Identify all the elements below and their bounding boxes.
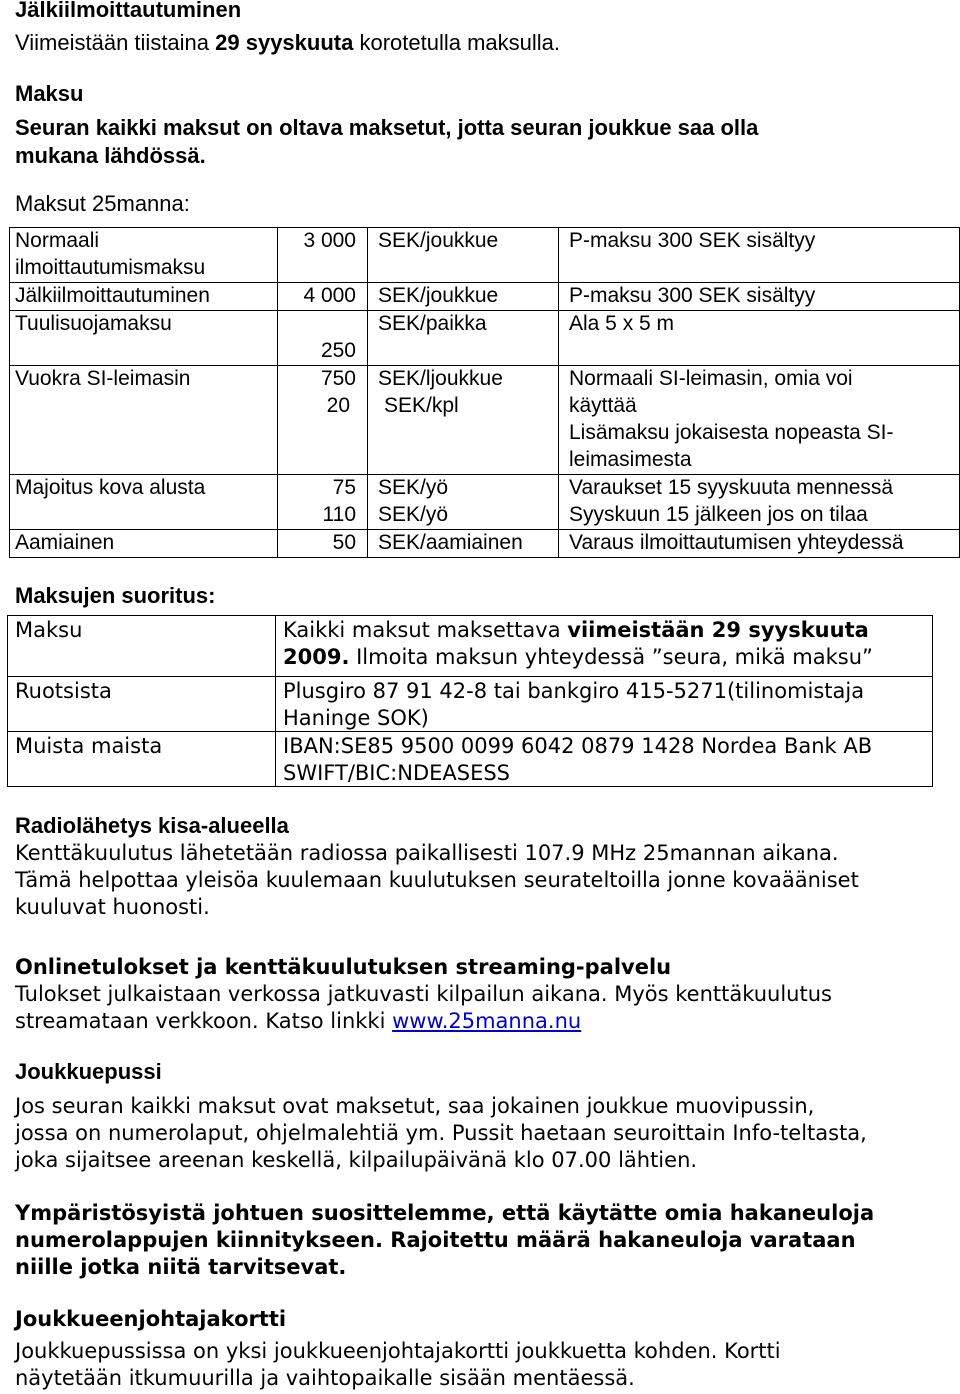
team-bag-line: jossa on numerolaput, ohjelmalehtiä ym. Pussit haetaan seuroittain Info-teltasta, — [15, 1121, 867, 1145]
online-line-text: streamataan verkkoon. Katso linkki — [15, 1009, 393, 1033]
fee-label: Vuokra SI-leimasin — [15, 367, 191, 390]
late-registration-text — [15, 30, 560, 56]
fee-amount: 75 — [332, 476, 356, 499]
payment-label: Muista maista — [15, 734, 163, 758]
fee-unit: SEK/kpl — [384, 394, 459, 417]
payment-table-border — [932, 615, 933, 787]
leader-card-line: näytetään itkumuurilla ja vaihtopaikalle sisään mentäessä. — [15, 1366, 635, 1390]
fee-label: Majoitus kova alusta — [15, 476, 206, 499]
payment-intro-line2: mukana lähdössä. — [15, 143, 206, 168]
payment-methods-heading: Maksujen suoritus: — [15, 583, 216, 608]
fees-table-border — [9, 227, 10, 558]
fee-label: Tuulisuojamaksu — [15, 312, 172, 335]
fees-table-divider — [558, 227, 559, 558]
fee-note: Ala 5 x 5 m — [569, 312, 675, 335]
leader-card-line: Joukkuepussissa on yksi joukkueenjohtajakortti joukkuetta kohden. Kortti — [15, 1339, 781, 1363]
fee-amount: 250 — [320, 339, 356, 362]
payment-value: Haninge SOK) — [283, 706, 429, 730]
payment-deadline: viimeistään 29 syyskuuta — [567, 618, 869, 642]
team-bag-heading: Joukkuepussi — [15, 1059, 162, 1084]
online-heading: Onlinetulokset ja kenttäkuulutuksen streaming-palvelu — [15, 955, 672, 979]
fee-unit: SEK/joukkue — [378, 284, 499, 307]
fees-table-divider — [9, 474, 960, 475]
online-line: Tulokset julkaistaan verkossa jatkuvasti kilpailun aikana. Myös kenttäkuulutus — [15, 982, 832, 1006]
fee-note: Normaali SI-leimasin, omia voi — [569, 367, 853, 390]
fee-note: leimasimesta — [569, 448, 692, 471]
radio-line: Kenttäkuulutus lähetetään radiossa paikallisesti 107.9 MHz 25mannan aikana. — [15, 841, 839, 865]
payment-value-text: Ilmoita maksun yhteydessä ”seura, mikä maksu” — [349, 645, 873, 669]
fee-note: Syyskuun 15 jälkeen jos on tilaa — [569, 503, 868, 526]
fee-amount: 750 — [320, 367, 356, 390]
environment-line: numerolappujen kiinnitykseen. Rajoitettu määrä hakaneuloja varataan — [15, 1228, 856, 1252]
fee-amount: 110 — [322, 503, 356, 526]
fee-amount: 20 — [326, 394, 350, 417]
payment-intro-line1: Seuran kaikki maksut on oltava maksetut, jotta seuran joukkue saa olla — [15, 115, 759, 140]
fees-table-divider — [277, 227, 278, 558]
fee-label: Normaali — [15, 229, 100, 252]
fee-unit: SEK/ljoukkue — [378, 367, 503, 390]
payment-value — [283, 644, 873, 671]
payment-value: Plusgiro 87 91 42-8 tai bankgiro 415-5271(tilinomistaja — [283, 679, 865, 703]
payment-value: SWIFT/BIC:NDEASESS — [283, 761, 511, 785]
fee-note: käyttää — [569, 394, 637, 417]
fee-note: Varaukset 15 syyskuuta mennessä — [569, 476, 894, 499]
environment-line: niille jotka niitä tarvitsevat. — [15, 1255, 347, 1279]
fee-note: P-maksu 300 SEK sisältyy — [569, 229, 816, 252]
leader-card-heading: Joukkueenjohtajakortti — [15, 1307, 287, 1331]
payment-deadline-year: 2009. — [283, 645, 350, 669]
late-registration-text-before: Viimeistään tiistaina — [15, 30, 216, 55]
fee-unit: SEK/joukkue — [378, 229, 499, 252]
fee-label: Aamiainen — [15, 531, 115, 554]
fee-amount: 50 — [332, 531, 356, 554]
fee-amount: 3 000 — [303, 229, 356, 252]
late-registration-text-after: korotetulla maksulla. — [353, 30, 560, 55]
fee-unit: SEK/paikka — [378, 312, 487, 335]
payment-table-divider — [275, 615, 276, 787]
environment-line: Ympäristösyistä johtuen suosittelemme, että käytätte omia hakaneuloja — [15, 1201, 875, 1225]
payment-value-text: Kaikki maksut maksettava — [283, 618, 568, 642]
payment-value — [283, 617, 869, 644]
fee-label: ilmoittautumismaksu — [15, 256, 206, 279]
fees-table-border — [9, 557, 960, 558]
radio-line: kuuluvat huonosti. — [15, 895, 210, 919]
payment-table-border — [7, 615, 8, 787]
payment-heading: Maksu — [15, 81, 84, 106]
fee-note: Varaus ilmoittautumisen yhteydessä — [569, 531, 904, 554]
fees-table-divider — [9, 365, 960, 366]
payment-label: Maksu — [15, 618, 83, 642]
results-link[interactable]: www.25manna.nu — [392, 1009, 582, 1033]
fees-table-divider — [367, 227, 368, 558]
payment-label: Ruotsista — [15, 679, 112, 703]
radio-heading: Radiolähetys kisa-alueella — [15, 813, 289, 838]
payment-table-divider — [7, 676, 933, 677]
fees-table-border — [9, 227, 960, 228]
late-registration-date: 29 syyskuuta — [215, 30, 354, 55]
fee-note: Lisämaksu jokaisesta nopeasta SI- — [569, 421, 894, 444]
fees-table-divider — [9, 529, 960, 530]
fees-table-divider — [9, 310, 960, 311]
radio-line: Tämä helpottaa yleisöa kuulemaan kuulutuksen seurateltoilla jonne kovaääniset — [15, 868, 859, 892]
late-registration-heading: Jälkiilmoittautuminen — [15, 0, 242, 22]
fee-unit: SEK/aamiainen — [378, 531, 523, 554]
fees-table-divider — [9, 282, 960, 283]
payment-table-border — [7, 615, 933, 616]
payment-value: IBAN:SE85 9500 0099 6042 0879 1428 Nordea Bank AB — [283, 734, 873, 758]
fee-amount: 4 000 — [303, 284, 356, 307]
fee-unit: SEK/yö — [378, 476, 449, 499]
online-line — [15, 1008, 581, 1035]
fee-note: P-maksu 300 SEK sisältyy — [569, 284, 816, 307]
team-bag-line: Jos seuran kaikki maksut ovat maksetut, saa jokainen joukkue muovipussin, — [15, 1094, 815, 1118]
fee-unit: SEK/yö — [378, 503, 449, 526]
payment-table-divider — [7, 731, 933, 732]
fees-heading: Maksut 25manna: — [15, 191, 190, 216]
team-bag-line: joka sijaitsee areenan keskellä, kilpailupäivänä klo 07.00 lähtien. — [15, 1148, 698, 1172]
fee-label: Jälkiilmoittautuminen — [15, 284, 210, 307]
